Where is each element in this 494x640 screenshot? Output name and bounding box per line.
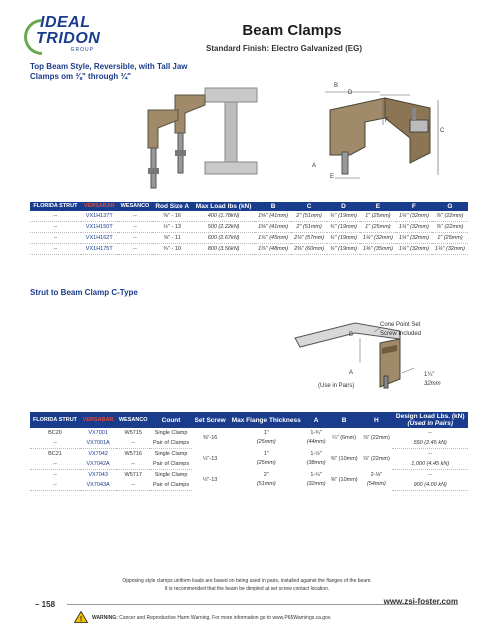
- table-cell: 800 (3.56kN): [192, 244, 255, 255]
- table-cell: --: [116, 480, 150, 491]
- table-cell: Pair of Clamps: [150, 480, 192, 491]
- table-cell: --: [30, 222, 81, 233]
- table-cell: ¾" (19mm): [327, 222, 360, 233]
- spec-table-top-beam: [30, 202, 468, 255]
- table-cell: --: [30, 480, 80, 491]
- website-link[interactable]: www.zsi-foster.com: [383, 597, 458, 606]
- spec-table-c-type: [30, 412, 468, 491]
- table-cell: VX1H137T: [81, 211, 118, 222]
- c-type-dim-inch: 1¼": [424, 372, 435, 378]
- col-wesanco: WESANCO: [118, 202, 153, 211]
- table-cell: ⅜" (10mm): [330, 477, 358, 483]
- spec-table-header: [30, 202, 468, 211]
- logo-line2: TRIDON: [36, 30, 101, 47]
- table-cell: 1⅞" (48mm): [255, 244, 291, 255]
- table-cell: 1¾" (45mm): [255, 233, 291, 244]
- table-row: [30, 428, 468, 438]
- section1-title-line2: Clamps om ⅜" through ¾": [30, 72, 131, 81]
- table-cell: VX7001A: [80, 438, 116, 449]
- table-cell: ⅜"-16: [202, 435, 218, 442]
- footnote: [0, 577, 494, 593]
- table-cell: 500 (2.22kN): [192, 222, 255, 233]
- table-cell: 2" (51mm): [256, 472, 276, 487]
- table-cell: BC21: [48, 451, 62, 457]
- page-title: Beam Clamps: [242, 22, 342, 39]
- prop65-warning: WARNING: Cancer and Reproductive Harm Warning. For more information go to www.P65Warnings.ca.gov.: [92, 615, 332, 621]
- table-cell: 1" (25mm): [432, 233, 468, 244]
- logo-line3: GROUP: [70, 47, 94, 53]
- table-cell: Pair of Clamps: [150, 438, 192, 449]
- table-cell: VX7042A: [80, 459, 116, 470]
- table-cell: ⅜" (10mm): [330, 456, 358, 462]
- table-cell: ½" - 13: [152, 222, 192, 233]
- warning-triangle-icon: [74, 611, 88, 623]
- table-cell: --: [118, 233, 153, 244]
- col-versabar: VERSABAR: [81, 202, 118, 211]
- col2-b: B: [328, 412, 360, 428]
- table-row: [30, 244, 468, 255]
- col2-versabar: VERSABAR: [80, 412, 116, 428]
- section2-heading: Strut to Beam Clamp C-Type: [30, 288, 138, 297]
- table-cell: 900 (4.00 kN): [392, 480, 468, 491]
- col2-set-screw: Set Screw: [192, 412, 228, 428]
- table-cell: 1,000 (4.45 kN): [392, 459, 468, 470]
- col-max-load: Max Load lbs (kN): [192, 202, 255, 211]
- table-cell: Single Clamp: [154, 472, 188, 478]
- table-cell: BC20: [48, 430, 62, 436]
- table-cell: 1-½" (38mm): [306, 451, 326, 466]
- footnote-line2: It is recommended that the beam be dimpled at set screw contact location.: [164, 586, 330, 592]
- table-cell: ¾" (19mm): [327, 233, 360, 244]
- table-cell: 1¼" (32mm): [396, 222, 432, 233]
- c-type-label-a: A: [349, 370, 354, 376]
- col-d: D: [327, 202, 360, 211]
- table-cell: ⅞" (22mm): [432, 222, 468, 233]
- table-cell: 1" (25mm): [360, 211, 396, 222]
- dim-label-e: E: [330, 174, 335, 180]
- table-cell: 1¼" (32mm): [396, 244, 432, 255]
- c-type-note-line2: Screw Included: [380, 331, 422, 337]
- col-florida-strut: FLORIDA STRUT: [30, 202, 81, 211]
- svg-text:!: !: [79, 616, 83, 623]
- section1-title-line1: Top Beam Style, Reversible, with Tall Jaw: [30, 62, 188, 71]
- table-cell: --: [53, 472, 57, 478]
- c-type-clamp-drawing: [290, 318, 420, 398]
- col-rod-size: Rod Size A: [152, 202, 192, 211]
- table-cell: --: [118, 222, 153, 233]
- table-cell: VX7001: [88, 430, 108, 436]
- c-type-label-b: B: [349, 332, 354, 338]
- table-cell: VX1H162T: [81, 233, 118, 244]
- col-f: F: [396, 202, 432, 211]
- finish-subtitle: Standard Finish: Electro Galvanized (EG): [206, 44, 363, 53]
- table-cell: 1¼" (32mm): [396, 211, 432, 222]
- section1-heading: [30, 62, 188, 82]
- col2-design-load: Design Load Lbs. (kN) (Used in Pairs): [392, 412, 468, 428]
- table-cell: --: [116, 438, 150, 449]
- table-cell: 1⅜" (35mm): [360, 244, 396, 255]
- table-cell: --: [30, 438, 80, 449]
- table-cell: Pair of Clamps: [150, 459, 192, 470]
- table-cell: --: [116, 459, 150, 470]
- table-cell: --: [428, 472, 433, 478]
- c-type-table-header: [30, 412, 468, 428]
- table-cell: 1⅝" (41mm): [255, 222, 291, 233]
- table-cell: --: [30, 459, 80, 470]
- table-cell: VX1H175T: [81, 244, 118, 255]
- col2-wesanco: WESANCO: [116, 412, 150, 428]
- c-type-note-line1: Cone Point Set: [380, 322, 421, 328]
- table-cell: --: [118, 211, 153, 222]
- table-cell: 600 (2.67kN): [192, 233, 255, 244]
- col-g: G: [432, 202, 468, 211]
- table-cell: --: [428, 451, 433, 457]
- col-b: B: [255, 202, 291, 211]
- table-cell: W5717: [124, 472, 142, 478]
- table-cell: W5715: [124, 430, 142, 436]
- table-cell: 1" (25mm): [360, 222, 396, 233]
- table-cell: W5716: [124, 451, 142, 457]
- table-row: [30, 233, 468, 244]
- table-cell: VX7043: [88, 472, 108, 478]
- table-row: [30, 470, 468, 481]
- col-e: E: [360, 202, 396, 211]
- table-cell: ½"-13: [202, 477, 218, 483]
- table-cell: 1" (25mm): [256, 451, 276, 466]
- col2-florida-strut: FLORIDA STRUT: [30, 412, 80, 428]
- table-cell: 1¼" (32mm): [360, 233, 396, 244]
- table-cell: --: [118, 244, 153, 255]
- table-cell: 2⅜" (60mm): [291, 244, 327, 255]
- table-cell: VX7042: [88, 451, 108, 457]
- table-cell: --: [30, 244, 81, 255]
- table-cell: ¾" (19mm): [327, 244, 360, 255]
- use-in-pairs-note: (Use in Pairs): [318, 383, 355, 389]
- table-cell: ⅞" (22mm): [362, 435, 390, 442]
- table-cell: Single Clamp: [154, 430, 188, 436]
- table-row: [30, 222, 468, 233]
- table-cell: ⅞" (22mm): [362, 456, 390, 462]
- page-number: – 158: [35, 600, 56, 609]
- table-cell: ⅝" - 11: [152, 233, 192, 244]
- table-cell: VX7043A: [80, 480, 116, 491]
- beam-clamp-photo: [140, 80, 270, 195]
- table-cell: ¼" (6mm): [332, 435, 357, 442]
- dim-label-b: B: [334, 83, 339, 89]
- table-cell: 1-¾" (44mm): [306, 430, 326, 446]
- col2-a: A: [304, 412, 328, 428]
- table-cell: ⅜" - 16: [152, 211, 192, 222]
- table-row: [30, 449, 468, 460]
- clamp-dimension-drawing: [320, 80, 450, 195]
- table-cell: --: [30, 211, 81, 222]
- table-cell: 550 (2.45 kN): [392, 438, 468, 449]
- table-cell: VX1H150T: [81, 222, 118, 233]
- table-cell: 2-⅛" (54mm): [366, 472, 386, 487]
- table-cell: ¾" - 10: [152, 244, 192, 255]
- dim-label-d: D: [348, 90, 353, 96]
- c-type-dim-mm: 32mm: [424, 381, 441, 387]
- table-cell: ⅞" (22mm): [432, 211, 468, 222]
- dim-label-a: A: [312, 163, 317, 169]
- table-cell: Single Clamp: [154, 451, 188, 457]
- table-cell: 1¼" (32mm): [396, 233, 432, 244]
- col2-count: Count: [150, 412, 192, 428]
- col2-h: H: [360, 412, 392, 428]
- table-cell: 1⅝" (41mm): [255, 211, 291, 222]
- footnote-line1: Opposing style clamps uniform loads are based on being used in pairs, installed against the flanges of the beam.: [122, 578, 372, 584]
- col-c: C: [291, 202, 327, 211]
- table-cell: 2¼" (57mm): [291, 233, 327, 244]
- table-cell: 400 (1.78kN): [192, 211, 255, 222]
- dim-label-c: C: [440, 128, 445, 134]
- table-cell: --: [428, 430, 433, 436]
- logo-line1: IDEAL: [40, 14, 91, 31]
- table-cell: 2" (51mm): [291, 222, 327, 233]
- table-cell: --: [30, 233, 81, 244]
- table-cell: ¾" (19mm): [327, 211, 360, 222]
- table-cell: 1¼" (32mm): [432, 244, 468, 255]
- table-cell: 1-¼" (32mm): [306, 472, 326, 487]
- col2-flange: Max Flange Thickness: [228, 412, 304, 428]
- table-cell: 2" (51mm): [291, 211, 327, 222]
- table-cell: ½"-13: [202, 456, 218, 462]
- table-row: [30, 211, 468, 222]
- dim-label-f: F: [385, 118, 389, 124]
- table-cell: 1" (25mm): [256, 430, 276, 446]
